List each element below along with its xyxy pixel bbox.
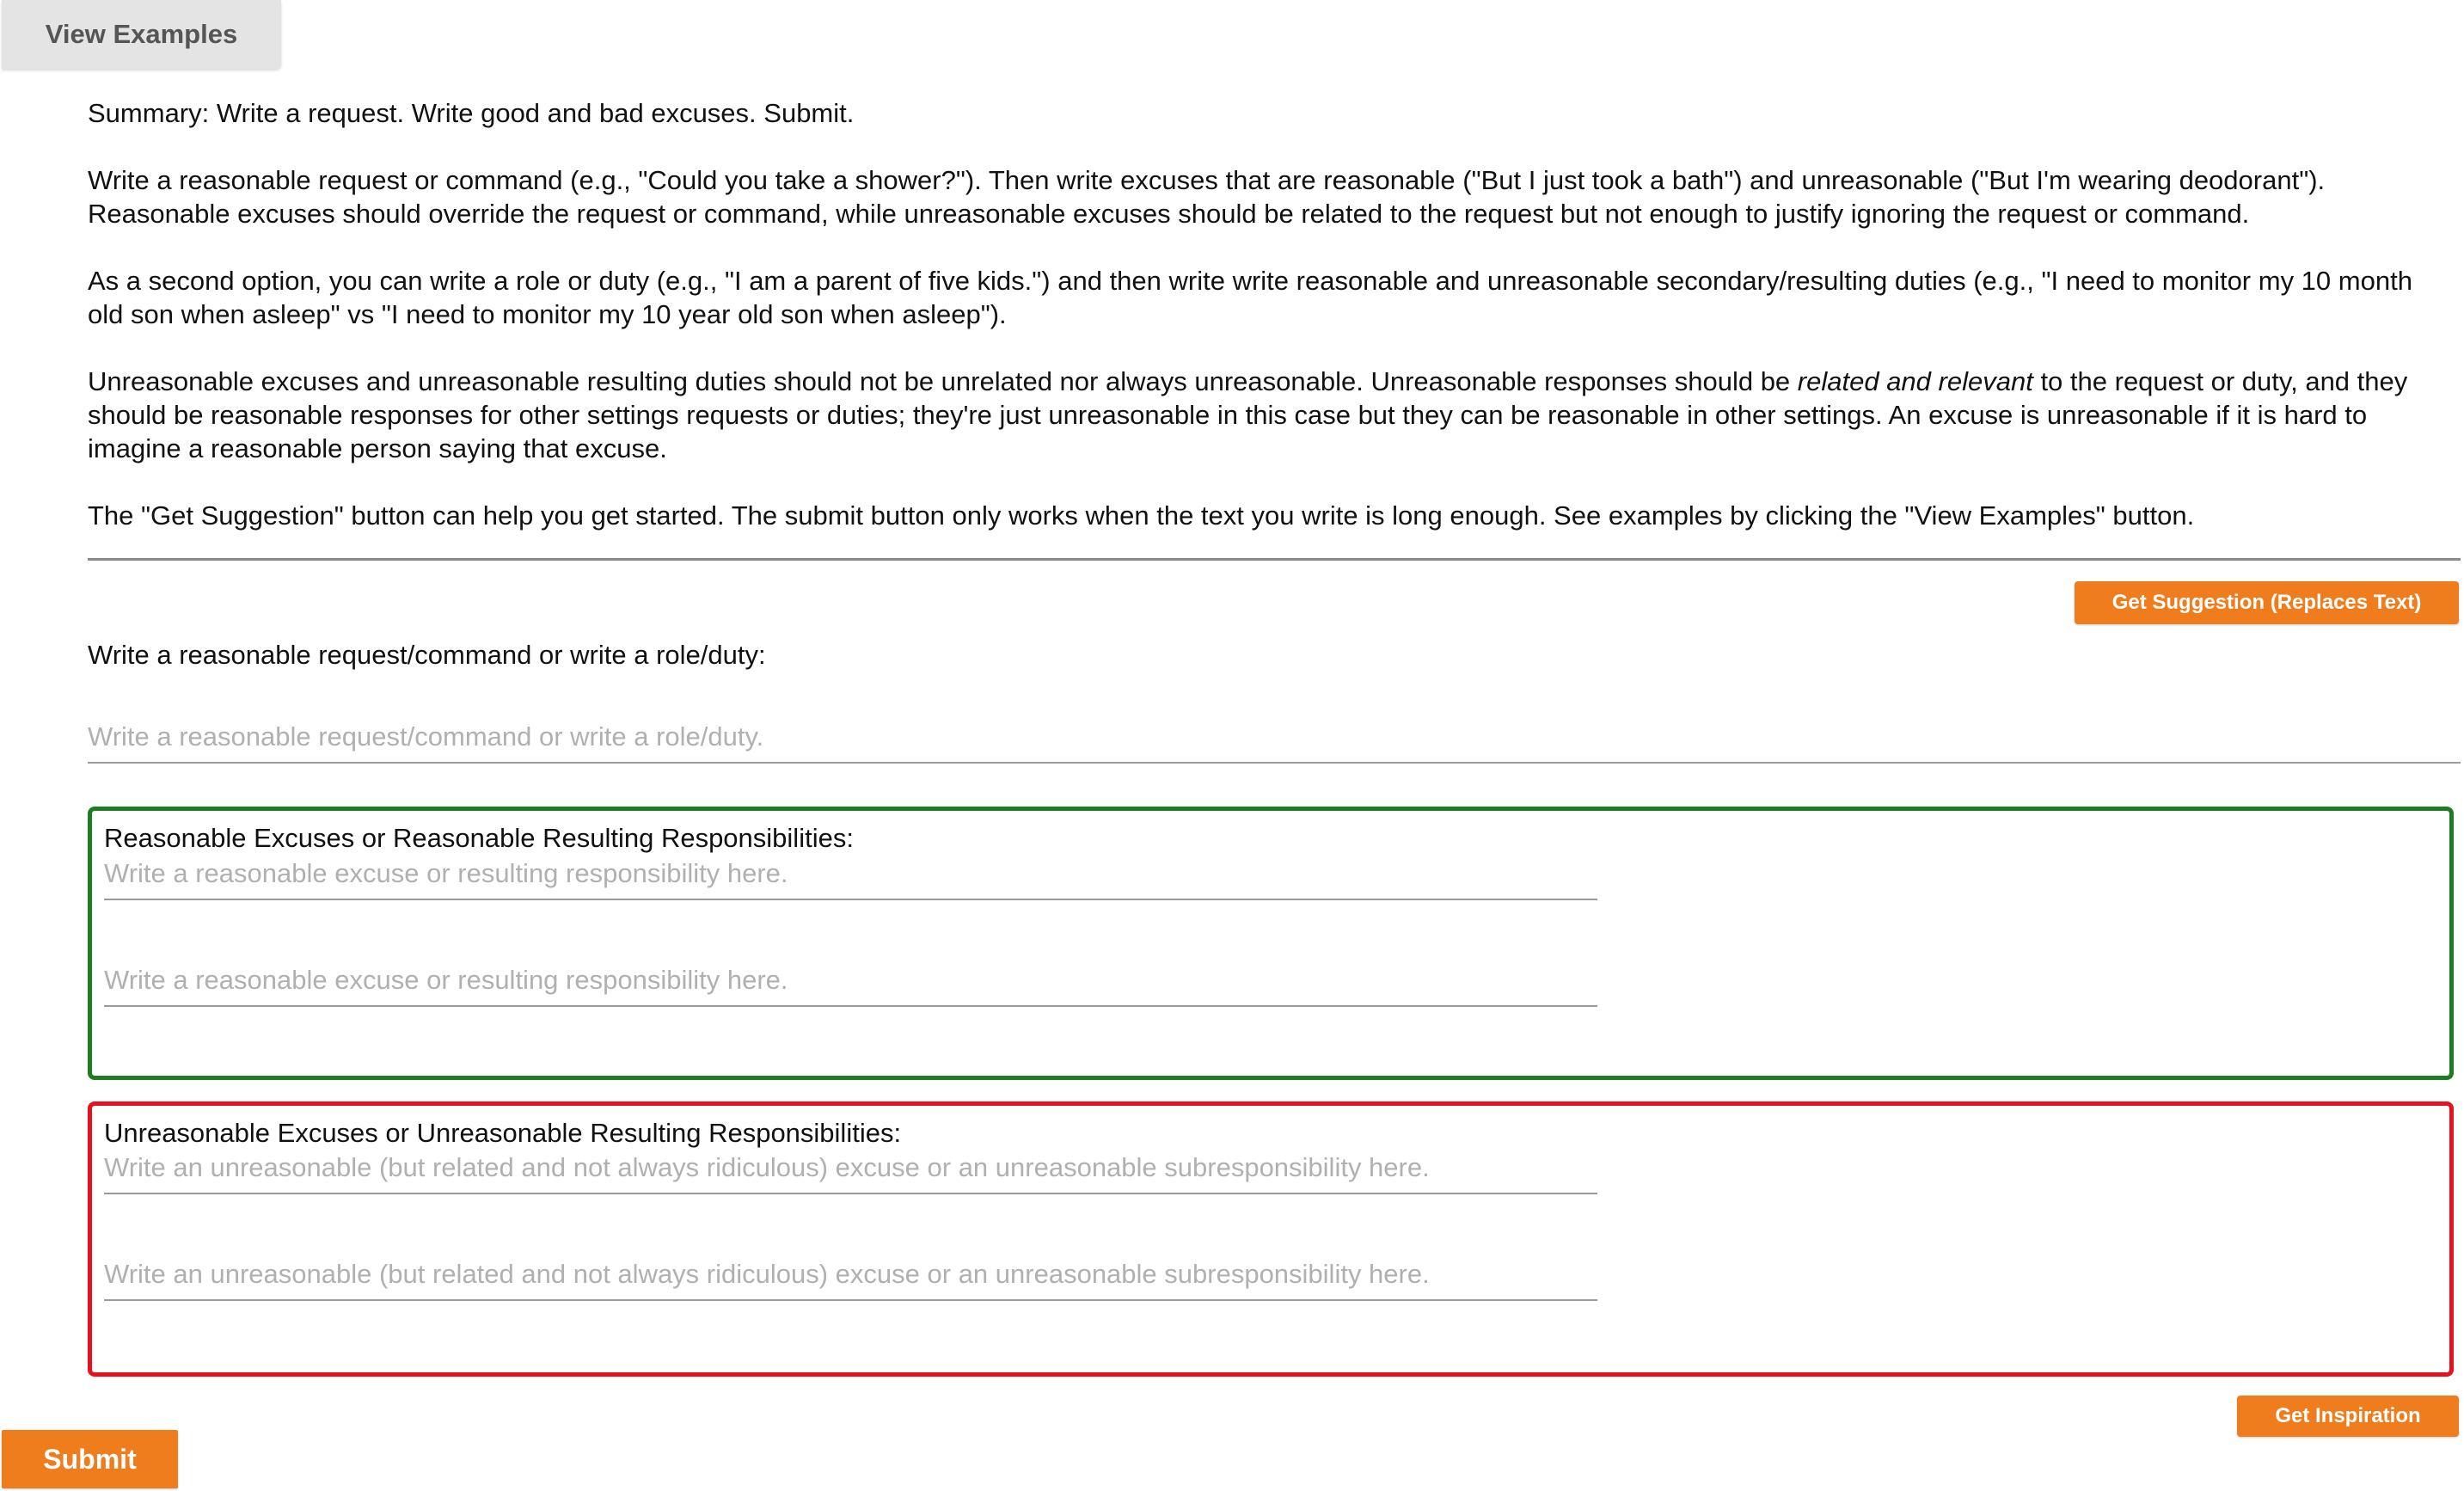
- instructions: [88, 96, 2443, 532]
- unreasonable-instructions-part2: to the request or duty, and they should be reasonable responses for other settings requests or duties; they're just unreasonable in this case but they can be reasonable in other settings. An excuse is unreasonable if it is hard to imagine a reasonable person saying that excuse.: [88, 366, 2408, 463]
- unreasonable-instructions-emphasis: related and relevant: [1797, 366, 2033, 396]
- request-input[interactable]: [88, 717, 2461, 764]
- reasonable-excuse-input-1[interactable]: [104, 854, 1597, 900]
- button-instructions: The "Get Suggestion" button can help you get started. The submit button only works when the text you write is long enough. See examples by clicking the "View Examples" button.: [88, 500, 2195, 531]
- prompt-label: Write a reasonable request/command or write a role/duty:: [88, 640, 766, 670]
- reasonable-excuses-section: [88, 807, 2454, 1080]
- unreasonable-excuse-input-1[interactable]: [104, 1148, 1597, 1194]
- get-inspiration-button[interactable]: Get Inspiration: [2237, 1396, 2459, 1437]
- unreasonable-excuses-section: [88, 1101, 2454, 1377]
- unreasonable-excuse-input-2[interactable]: [104, 1255, 1597, 1301]
- summary-text: Summary: Write a request. Write good and bad excuses. Submit.: [88, 98, 855, 128]
- unreasonable-instructions: [88, 365, 2443, 465]
- submit-button[interactable]: Submit: [2, 1430, 178, 1488]
- unreasonable-section-label: Unreasonable Excuses or Unreasonable Resulting Responsibilities:: [104, 1118, 902, 1148]
- reasonable-section-label: Reasonable Excuses or Reasonable Resulting Responsibilities:: [104, 823, 854, 853]
- view-examples-button[interactable]: View Examples: [2, 0, 281, 69]
- section-divider: [88, 558, 2461, 561]
- role-instructions: As a second option, you can write a role or duty (e.g., "I am a parent of five kids.") and then write write reasonable and unreasonable secondary/resulting duties (e.g., "I need to monitor my 10 month old son when asleep" vs "I need to monitor my 10 year old son when asleep").: [88, 266, 2412, 329]
- unreasonable-instructions-part1: Unreasonable excuses and unreasonable resulting duties should not be unrelated nor always unreasonable. Unreasonable responses should be: [88, 366, 1798, 396]
- reasonable-excuse-input-2[interactable]: [104, 960, 1597, 1007]
- request-instructions: Write a reasonable request or command (e.g., "Could you take a shower?"). Then write excuses that are reasonable ("But I just took a bath") and unreasonable ("But I'm wearing deodorant"). Reasonable excuses should override the request or command, while unreasonable excuses should be related to the request but not enough to justify ignoring the request or command.: [88, 165, 2326, 229]
- get-suggestion-button[interactable]: Get Suggestion (Replaces Text): [2075, 581, 2459, 624]
